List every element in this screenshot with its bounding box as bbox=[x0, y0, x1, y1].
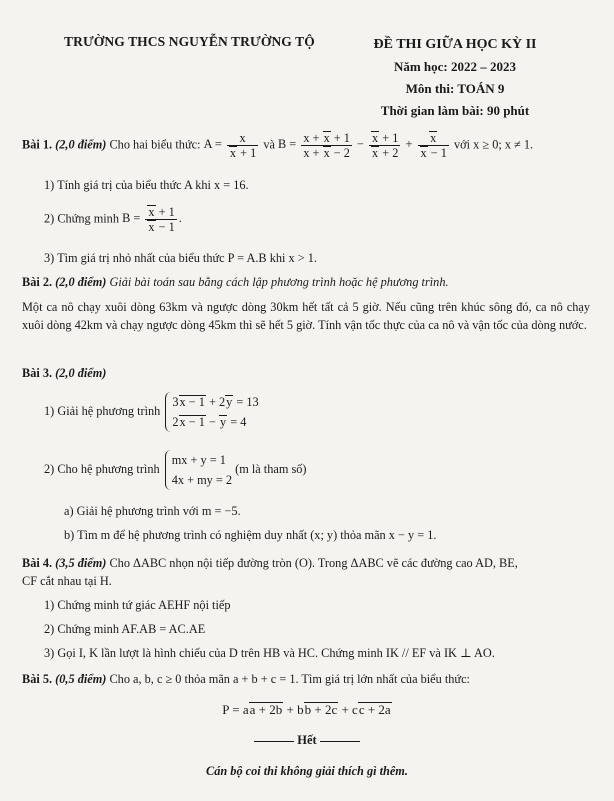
bai1-intro: Cho hai biểu thức: bbox=[109, 137, 201, 152]
bai1-q2 bbox=[44, 205, 182, 234]
expr-B: B = $\frac{x + x + 1}{x + x - 2}$ − $\frac{x + 1}{x + 2}$ + $\frac{x}{x - 1}$ bbox=[278, 131, 447, 160]
bai3-q1 bbox=[44, 392, 259, 432]
bai3-label: Bài 3. bbox=[22, 366, 53, 380]
end-rule-left bbox=[254, 741, 294, 742]
bai1-condition: với x ≥ 0; x ≠ 1. bbox=[454, 137, 534, 152]
bai2-text: Một ca nô chạy xuôi dòng 63km và ngược dòng 30km hết tất cả 5 giờ. Nếu cũng trên khúc sông đó, ca nô chạy xuôi dòng 42km và chạy ngược dòng 45km thì sẽ hết 5 giờ. Tính vận tốc thực của ca nô và vận tốc của dòng nước. bbox=[22, 300, 590, 332]
exam-title: ĐỀ THI GIỮA HỌC KỲ II bbox=[373, 37, 537, 52]
bai1-q1: 1) Tính giá trị của biểu thức A khi x = 16. bbox=[44, 178, 249, 192]
system-2: mx + y = 1 4x + my = 2 bbox=[165, 450, 232, 490]
bai2-heading bbox=[22, 275, 449, 290]
bai4-text2: CF cắt nhau tại H. bbox=[22, 574, 112, 588]
bai5-label: Bài 5. bbox=[22, 672, 53, 686]
bai1-label: Bài 1. bbox=[22, 137, 53, 152]
bai3-q2 bbox=[44, 450, 307, 490]
bai4-points: (3,5 điểm) bbox=[55, 556, 107, 570]
bai1-points: (2,0 điểm) bbox=[55, 137, 107, 152]
bai4-q2: 2) Chứng minh AF.AB = AC.AE bbox=[44, 622, 206, 636]
bai4-label: Bài 4. bbox=[22, 556, 53, 570]
bai3-qa: a) Giải hệ phương trình với m = −5. bbox=[64, 504, 241, 518]
bai3-points: (2,0 điểm) bbox=[55, 366, 107, 380]
bai2-instruction: Giải bài toán sau bằng cách lập phương trình hoặc hệ phương trình. bbox=[109, 275, 449, 289]
bai3-q1-text: 1) Giải hệ phương trình bbox=[44, 403, 161, 418]
exam-header bbox=[340, 34, 570, 122]
expr-B-simplified: B = $\frac{x + 1}{x - 1}$ . bbox=[122, 205, 182, 234]
bai2-label: Bài 2. bbox=[22, 275, 53, 289]
system-1: 3x − 1 + 2y = 13 2x − 1 − y = 4 bbox=[165, 392, 258, 432]
bai3-param: (m là tham số) bbox=[235, 461, 307, 476]
bai5-text: Cho a, b, c ≥ 0 thỏa mãn a + b + c = 1. Tìm giá trị lớn nhất của biểu thức: bbox=[109, 672, 470, 686]
end-text: Hết bbox=[297, 733, 317, 747]
end-rule-right bbox=[320, 741, 360, 742]
bai2-points: (2,0 điểm) bbox=[55, 275, 107, 289]
bai4-q1: 1) Chứng minh tứ giác AEHF nội tiếp bbox=[44, 598, 231, 612]
bai5-points: (0,5 điểm) bbox=[55, 672, 107, 686]
subject: Môn thi: TOÁN 9 bbox=[405, 81, 505, 96]
bai5-statement bbox=[22, 672, 470, 687]
bai1-statement bbox=[22, 131, 533, 160]
bai1-q2-prefix: 2) Chứng minh bbox=[44, 211, 119, 226]
bai3-q2-text: 2) Cho hệ phương trình bbox=[44, 461, 160, 476]
school-name: TRƯỜNG THCS NGUYỄN TRƯỜNG TỘ bbox=[64, 34, 315, 49]
bai4-q3: 3) Gọi I, K lần lượt là hình chiếu của D trên HB và HC. Chứng minh IK // EF và IK ⊥ AO. bbox=[44, 646, 495, 660]
expr-A: A = $\frac{x}{x + 1}$ bbox=[203, 131, 257, 160]
school-year: Năm học: 2022 – 2023 bbox=[393, 59, 517, 74]
bai4-text1: Cho ΔABC nhọn nội tiếp đường tròn (O). Trong ΔABC vẽ các đường cao AD, BE, bbox=[109, 556, 518, 570]
bai4-statement bbox=[22, 556, 518, 571]
bai3-qb: b) Tìm m để hệ phương trình có nghiệm duy nhất (x; y) thỏa mãn x − y = 1. bbox=[64, 528, 437, 542]
footer-note: Cán bộ coi thi không giải thích gì thêm. bbox=[206, 764, 408, 778]
duration: Thời gian làm bài: 90 phút bbox=[380, 103, 530, 118]
bai3-heading bbox=[22, 366, 106, 381]
bai1-q3: 3) Tìm giá trị nhỏ nhất của biểu thức P = A.B khi x > 1. bbox=[44, 251, 317, 265]
end-mark bbox=[0, 733, 614, 748]
expr-P: P = aa + 2b + bb + 2c + cc + 2a bbox=[222, 702, 391, 717]
bai1-and: và bbox=[263, 137, 275, 152]
